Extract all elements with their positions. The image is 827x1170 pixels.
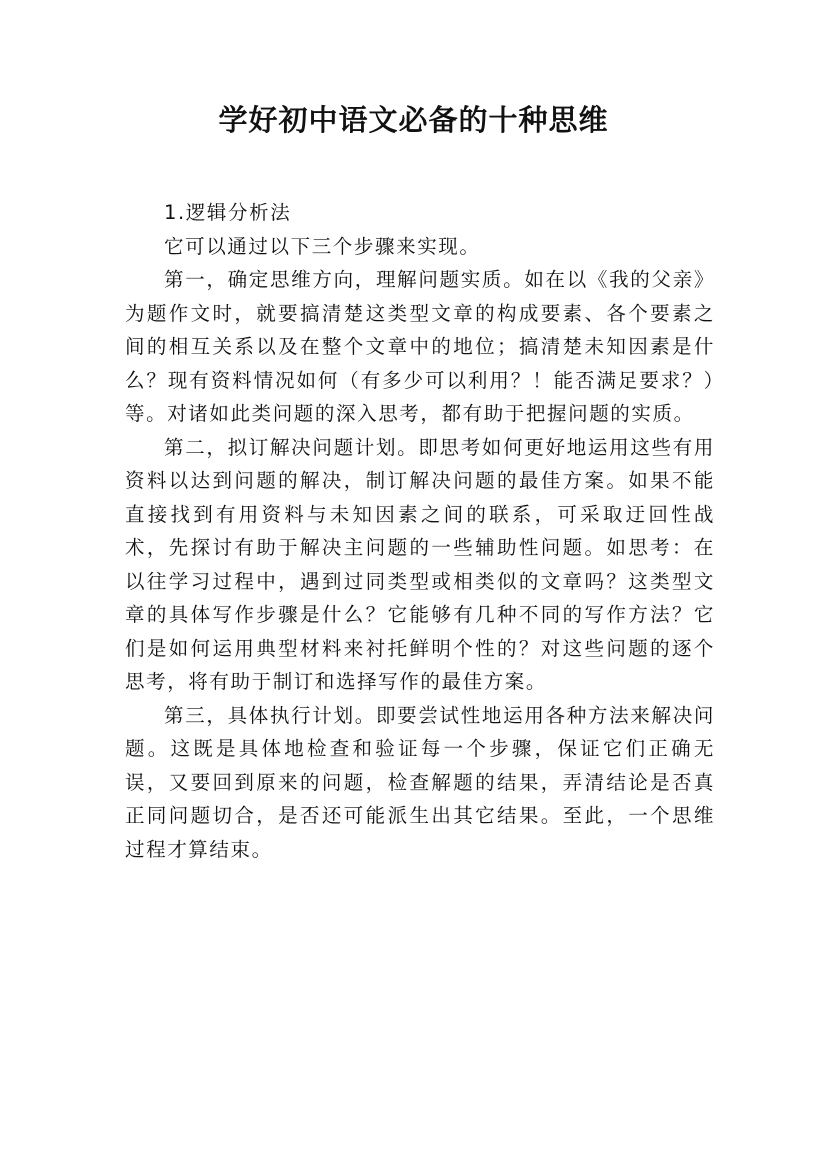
paragraph-step-3: 第三，具体执行计划。即要尝试性地运用各种方法来解决问题。这既是具体地检查和验证每一个步骤，保证它们正确无误，又要回到原来的问题，检查解题的结果，弄清结论是否真正同问题切合，是否还可能派生出其它结果。至此，一个思维过程才算结束。 — [125, 703, 715, 861]
paragraph-step-2: 第二，拟订解决问题计划。即思考如何更好地运用这些有用资料以达到问题的解决，制订解决问题的最佳方案。如果不能直接找到有用资料与未知因素之间的联系，可采取迂回性战术，先探讨有助于解决主问题的一些辅助性问题。如思考：在以往学习过程中，遇到过同类型或相类似的文章吗？这类型文章的具体写作步骤是什么？它能够有几种不同的写作方法？它们是如何运用典型材料来衬托鲜明个性的？对这些问题的逐个思考，将有助于制订和选择写作的最佳方案。 — [125, 435, 715, 693]
document-title: 学好初中语文必备的十种思维 — [218, 103, 609, 137]
paragraph-step-1: 第一，确定思维方向，理解问题实质。如在以《我的父亲》为题作文时，就要搞清楚这类型文章的构成要素、各个要素之间的相互关系以及在整个文章中的地位；搞清楚未知因素是什么？现有资料情况如何（有多少可以利用？！能否满足要求？）等。对诸如此类问题的深入思考，都有助于把握问题的实质。 — [125, 268, 715, 425]
section-heading: 1.逻辑分析法 — [164, 201, 292, 224]
intro-paragraph: 它可以通过以下三个步骤来实现。 — [164, 234, 481, 258]
document-body — [125, 196, 715, 866]
